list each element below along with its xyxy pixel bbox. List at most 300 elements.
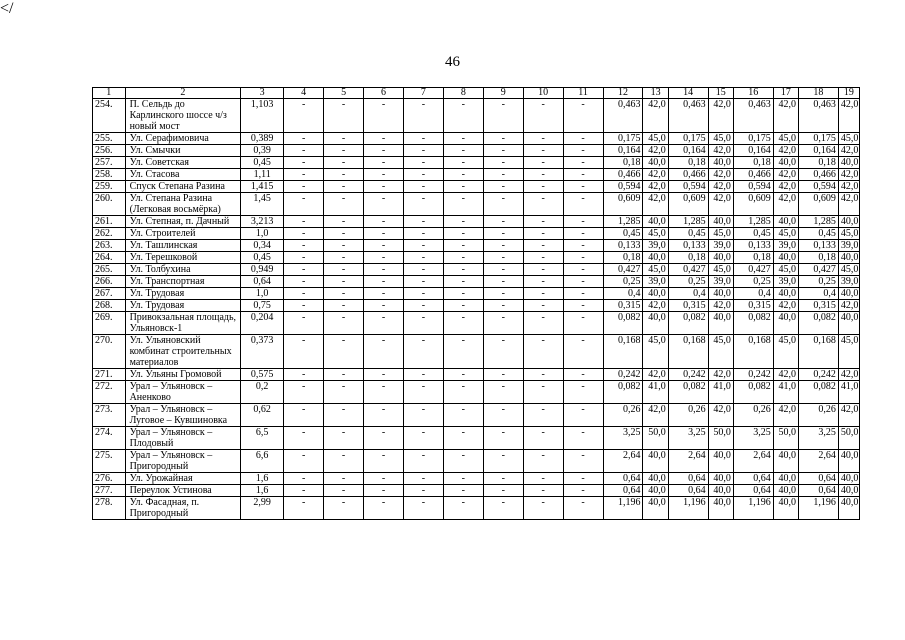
col14-value: 0,427 [668,264,708,276]
col16-value: 0,4 [733,288,773,300]
table-row [93,276,860,288]
col16-value: 0,315 [733,300,773,312]
street-name: Ул. Фасадная, п. Пригородный [125,497,241,520]
col18-value: 0,175 [798,133,838,145]
col8-value: - [443,181,483,193]
col10-value: - [523,157,563,169]
col10-value: - [523,276,563,288]
col6-value: - [364,240,404,252]
col19-value: 42,0 [838,193,859,216]
col10-value: - [523,228,563,240]
col8-value: - [443,228,483,240]
length-value: 0,204 [241,312,284,335]
col6-value: - [364,450,404,473]
col4-value: - [284,473,324,485]
col7-value: - [403,288,443,300]
col8-value: - [443,276,483,288]
col19-value: 40,0 [838,450,859,473]
col14-value: 0,45 [668,228,708,240]
col13-value: 50,0 [643,427,668,450]
street-name: Ул. Ташлинская [125,240,241,252]
col18-value: 0,463 [798,99,838,133]
col15-value: 40,0 [708,157,733,169]
col17-value: 42,0 [773,193,798,216]
row-number: 266. [93,276,126,288]
col19-value: 45,0 [838,228,859,240]
col19-value: 45,0 [838,264,859,276]
col18-value: 0,315 [798,300,838,312]
col15-value: 40,0 [708,450,733,473]
col12-value: 0,594 [603,181,643,193]
col15-value: 42,0 [708,181,733,193]
col10-value: - [523,381,563,404]
col11-value: - [563,335,603,369]
col9-value: - [483,427,523,450]
length-value: 0,575 [241,369,284,381]
header-cell: 12 [603,88,643,99]
col14-value: 0,133 [668,240,708,252]
length-value: 0,39 [241,145,284,157]
col5-value: - [324,300,364,312]
col8-value: - [443,133,483,145]
col4-value: - [284,193,324,216]
col16-value: 0,427 [733,264,773,276]
col7-value: - [403,404,443,427]
col10-value: - [523,240,563,252]
row-number: 270. [93,335,126,369]
col10-value: - [523,335,563,369]
col18-value: 0,609 [798,193,838,216]
col15-value: 40,0 [708,485,733,497]
col9-value: - [483,193,523,216]
header-cell: 15 [708,88,733,99]
col6-value: - [364,312,404,335]
col10-value: - [523,252,563,264]
col12-value: 0,427 [603,264,643,276]
header-cell: 17 [773,88,798,99]
row-number: 268. [93,300,126,312]
col14-value: 0,082 [668,381,708,404]
col13-value: 39,0 [643,240,668,252]
col9-value: - [483,369,523,381]
col7-value: - [403,300,443,312]
col10-value: - [523,404,563,427]
col16-value: 3,25 [733,427,773,450]
col18-value: 0,26 [798,404,838,427]
col19-value: 40,0 [838,312,859,335]
col7-value: - [403,133,443,145]
col5-value: - [324,473,364,485]
col14-value: 0,466 [668,169,708,181]
col8-value: - [443,369,483,381]
header-cell: 4 [284,88,324,99]
col13-value: 40,0 [643,157,668,169]
col11-value: - [563,497,603,520]
col5-value: - [324,450,364,473]
row-number: 254. [93,99,126,133]
col16-value: 0,466 [733,169,773,181]
street-name: Ул. Урожайная [125,473,241,485]
col16-value: 0,463 [733,99,773,133]
col11-value: - [563,157,603,169]
col9-value: - [483,450,523,473]
street-name: Ул. Смычки [125,145,241,157]
col7-value: - [403,240,443,252]
col9-value: - [483,473,523,485]
col4-value: - [284,276,324,288]
col13-value: 40,0 [643,312,668,335]
col14-value: 0,18 [668,252,708,264]
col11-value: - [563,145,603,157]
col18-value: 0,45 [798,228,838,240]
street-name: Ул. Ульяновский комбинат строительных материалов [125,335,241,369]
header-cell: 14 [668,88,708,99]
length-value: 0,34 [241,240,284,252]
col17-value: 42,0 [773,300,798,312]
table-body [93,99,860,520]
street-name: Урал – Ульяновск – Плодовый [125,427,241,450]
length-value: 2,99 [241,497,284,520]
header-cell: 13 [643,88,668,99]
col8-value: - [443,216,483,228]
col16-value: 0,64 [733,485,773,497]
col19-value: 40,0 [838,288,859,300]
col16-value: 1,285 [733,216,773,228]
col7-value: - [403,335,443,369]
col9-value: - [483,216,523,228]
length-value: 1,0 [241,288,284,300]
col8-value: - [443,252,483,264]
col13-value: 45,0 [643,335,668,369]
length-value: 0,949 [241,264,284,276]
col10-value: - [523,145,563,157]
col18-value: 1,285 [798,216,838,228]
col9-value: - [483,252,523,264]
col14-value: 0,463 [668,99,708,133]
col14-value: 0,082 [668,312,708,335]
col7-value: - [403,169,443,181]
col13-value: 42,0 [643,369,668,381]
col4-value: - [284,404,324,427]
row-number: 269. [93,312,126,335]
col16-value: 0,242 [733,369,773,381]
col14-value: 0,594 [668,181,708,193]
col14-value: 0,168 [668,335,708,369]
col6-value: - [364,145,404,157]
col17-value: 40,0 [773,450,798,473]
page-number: 46 [445,54,460,70]
header-cell: 3 [241,88,284,99]
col14-value: 0,242 [668,369,708,381]
col13-value: 41,0 [643,381,668,404]
col7-value: - [403,145,443,157]
col10-value: - [523,369,563,381]
col19-value: 42,0 [838,300,859,312]
col4-value: - [284,312,324,335]
col13-value: 40,0 [643,288,668,300]
col10-value: - [523,99,563,133]
header-cell: 6 [364,88,404,99]
col7-value: - [403,99,443,133]
col6-value: - [364,300,404,312]
col19-value: 42,0 [838,99,859,133]
col8-value: - [443,381,483,404]
table-row [93,181,860,193]
col15-value: 45,0 [708,264,733,276]
col6-value: - [364,473,404,485]
col17-value: 42,0 [773,181,798,193]
header-cell: 5 [324,88,364,99]
table-row [93,427,860,450]
col12-value: 0,45 [603,228,643,240]
col19-value: 50,0 [838,427,859,450]
col5-value: - [324,427,364,450]
row-number: 263. [93,240,126,252]
col10-value: - [523,300,563,312]
col11-value: - [563,228,603,240]
row-number: 277. [93,485,126,497]
col5-value: - [324,381,364,404]
col12-value: 1,196 [603,497,643,520]
col5-value: - [324,312,364,335]
table-row [93,473,860,485]
col19-value: 39,0 [838,276,859,288]
col16-value: 0,082 [733,312,773,335]
col17-value: 45,0 [773,264,798,276]
col19-value: 45,0 [838,133,859,145]
col9-value: - [483,276,523,288]
col8-value: - [443,485,483,497]
col9-value: - [483,133,523,145]
col14-value: 1,196 [668,497,708,520]
col6-value: - [364,181,404,193]
col19-value: 41,0 [838,381,859,404]
header-cell: 2 [125,88,241,99]
col16-value: 0,45 [733,228,773,240]
col14-value: 0,25 [668,276,708,288]
col7-value: - [403,312,443,335]
row-number: 273. [93,404,126,427]
col5-value: - [324,264,364,276]
col17-value: 42,0 [773,99,798,133]
col17-value: 40,0 [773,473,798,485]
col16-value: 0,082 [733,381,773,404]
col6-value: - [364,193,404,216]
length-value: 0,75 [241,300,284,312]
col4-value: - [284,181,324,193]
col11-value: - [563,300,603,312]
col13-value: 42,0 [643,300,668,312]
col9-value: - [483,264,523,276]
street-name: Ул. Терешковой [125,252,241,264]
row-number: 278. [93,497,126,520]
table-row [93,145,860,157]
col12-value: 0,082 [603,381,643,404]
col11-value: - [563,181,603,193]
col8-value: - [443,497,483,520]
col11-value: - [563,169,603,181]
col9-value: - [483,312,523,335]
table-row [93,133,860,145]
street-name: Ул. Серафимовича [125,133,241,145]
col13-value: 42,0 [643,404,668,427]
col19-value: 45,0 [838,335,859,369]
col6-value: - [364,228,404,240]
col17-value: 40,0 [773,252,798,264]
col7-value: - [403,252,443,264]
row-number: 258. [93,169,126,181]
col8-value: - [443,427,483,450]
table-row [93,252,860,264]
col4-value: - [284,497,324,520]
row-number: 272. [93,381,126,404]
row-number: 275. [93,450,126,473]
col12-value: 0,175 [603,133,643,145]
col13-value: 42,0 [643,99,668,133]
col4-value: - [284,335,324,369]
street-name: Переулок Устинова [125,485,241,497]
length-value: 1,415 [241,181,284,193]
col9-value: - [483,335,523,369]
col14-value: 0,18 [668,157,708,169]
col15-value: 39,0 [708,240,733,252]
header-cell: 16 [733,88,773,99]
header-cell: 8 [443,88,483,99]
length-value: 1,45 [241,193,284,216]
col17-value: 40,0 [773,216,798,228]
length-value: 1,6 [241,473,284,485]
col18-value: 0,082 [798,381,838,404]
col9-value: - [483,181,523,193]
row-number: 264. [93,252,126,264]
col6-value: - [364,485,404,497]
table-row [93,216,860,228]
col19-value: 40,0 [838,252,859,264]
col13-value: 45,0 [643,133,668,145]
col12-value: 0,26 [603,404,643,427]
col4-value: - [284,157,324,169]
col5-value: - [324,193,364,216]
table-row [93,264,860,276]
col19-value: 40,0 [838,216,859,228]
street-name: Ул. Степана Разина (Легковая восьмёрка) [125,193,241,216]
col12-value: 2,64 [603,450,643,473]
col18-value: 0,4 [798,288,838,300]
col12-value: 1,285 [603,216,643,228]
col7-value: - [403,216,443,228]
col11-value: - [563,216,603,228]
col14-value: 0,609 [668,193,708,216]
col10-value: - [523,312,563,335]
col14-value: 2,64 [668,450,708,473]
col18-value: 1,196 [798,497,838,520]
length-value: 0,45 [241,157,284,169]
length-value: 0,64 [241,276,284,288]
row-number: 274. [93,427,126,450]
col17-value: 39,0 [773,276,798,288]
col4-value: - [284,450,324,473]
col4-value: - [284,228,324,240]
length-value: 1,0 [241,228,284,240]
street-name: Ул. Трудовая [125,300,241,312]
col15-value: 50,0 [708,427,733,450]
col5-value: - [324,369,364,381]
street-name: Спуск Степана Разина [125,181,241,193]
col18-value: 0,18 [798,252,838,264]
col8-value: - [443,335,483,369]
col10-value: - [523,216,563,228]
col15-value: 45,0 [708,133,733,145]
length-value: 0,373 [241,335,284,369]
table-row [93,240,860,252]
col13-value: 40,0 [643,497,668,520]
col12-value: 0,466 [603,169,643,181]
col16-value: 0,64 [733,473,773,485]
col17-value: 42,0 [773,169,798,181]
col15-value: 42,0 [708,300,733,312]
col16-value: 0,18 [733,157,773,169]
col6-value: - [364,133,404,145]
col8-value: - [443,264,483,276]
col18-value: 0,133 [798,240,838,252]
col8-value: - [443,145,483,157]
street-name: Урал – Ульяновск – Пригородный [125,450,241,473]
table-row [93,381,860,404]
street-name: Урал – Ульяновск – Аненково [125,381,241,404]
row-number: 265. [93,264,126,276]
row-number: 276. [93,473,126,485]
length-value: 0,45 [241,252,284,264]
table-row [93,99,860,133]
col5-value: - [324,145,364,157]
col12-value: 0,4 [603,288,643,300]
row-number: 255. [93,133,126,145]
col16-value: 1,196 [733,497,773,520]
col16-value: 0,164 [733,145,773,157]
col14-value: 0,64 [668,485,708,497]
header-cell: 1 [93,88,126,99]
col8-value: - [443,288,483,300]
row-number: 262. [93,228,126,240]
col11-value: - [563,288,603,300]
col5-value: - [324,276,364,288]
col19-value: 42,0 [838,181,859,193]
col11-value: - [563,485,603,497]
col4-value: - [284,240,324,252]
col19-value: 42,0 [838,404,859,427]
col16-value: 0,18 [733,252,773,264]
col15-value: 40,0 [708,288,733,300]
col19-value: 40,0 [838,157,859,169]
col9-value: - [483,157,523,169]
col10-value: - [523,497,563,520]
col9-value: - [483,240,523,252]
col9-value: - [483,497,523,520]
col8-value: - [443,240,483,252]
col5-value: - [324,252,364,264]
col4-value: - [284,99,324,133]
col7-value: - [403,450,443,473]
col13-value: 40,0 [643,450,668,473]
col12-value: 0,164 [603,145,643,157]
col18-value: 0,168 [798,335,838,369]
table-row [93,288,860,300]
col6-value: - [364,157,404,169]
col10-value: - [523,193,563,216]
col9-value: - [483,485,523,497]
col17-value: 42,0 [773,404,798,427]
street-name: Ул. Стасова [125,169,241,181]
